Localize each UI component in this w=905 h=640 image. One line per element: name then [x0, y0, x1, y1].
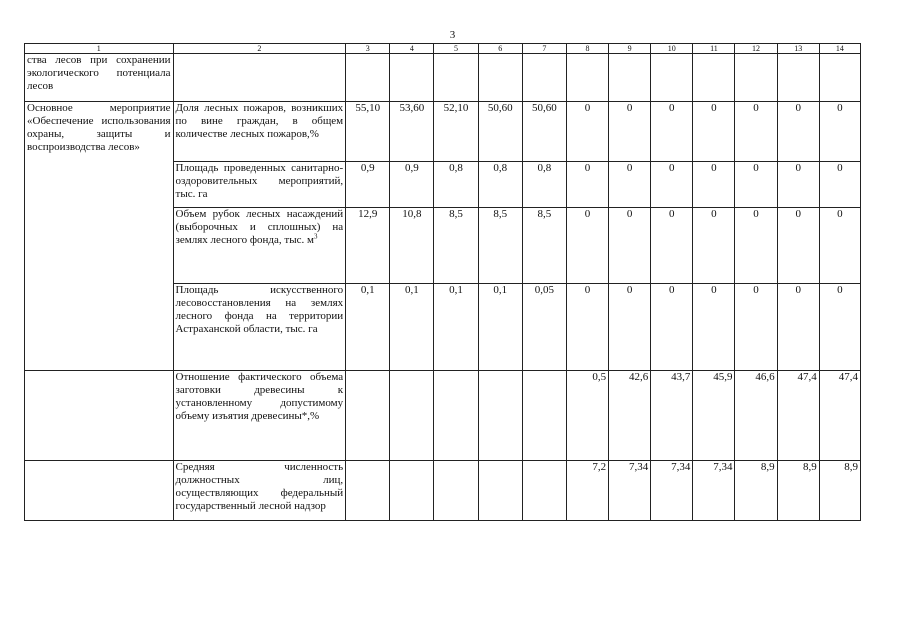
value-cell: 0: [777, 208, 819, 284]
goal-continuation-cell: ства лесов при сохранении экологического потенциала лесов: [25, 54, 174, 102]
table-cell: [434, 461, 478, 521]
value-cell: 0,5: [566, 371, 608, 461]
value-cell: 0,9: [390, 162, 434, 208]
table-cell: [819, 54, 860, 102]
value-cell: 0,05: [522, 284, 566, 371]
value-cell: 0: [651, 208, 693, 284]
table-cell: [25, 461, 174, 521]
table-cell: [478, 54, 522, 102]
value-cell: 0,1: [478, 284, 522, 371]
table-row: [25, 461, 861, 521]
value-cell: 0,1: [346, 284, 390, 371]
header-cell: 10: [651, 44, 693, 54]
unit-superscript: 3: [313, 232, 318, 241]
indicator-name: Площадь проведенных санитарно-оздоровительных мероприятий, тыс. га: [173, 162, 346, 208]
value-cell: 8,9: [735, 461, 777, 521]
header-cell: 4: [390, 44, 434, 54]
value-cell: 42,6: [609, 371, 651, 461]
value-cell: 7,34: [693, 461, 735, 521]
table-cell: [522, 371, 566, 461]
header-cell: 14: [819, 44, 860, 54]
value-cell: 0,9: [346, 162, 390, 208]
table-row: [25, 102, 861, 162]
value-cell: 47,4: [819, 371, 860, 461]
table-cell: [434, 371, 478, 461]
table-cell: [390, 54, 434, 102]
header-cell: 13: [777, 44, 819, 54]
indicators-table: [24, 43, 861, 521]
table-cell: [434, 54, 478, 102]
value-cell: 0: [819, 102, 860, 162]
value-cell: 8,9: [819, 461, 860, 521]
table-cell: [693, 54, 735, 102]
indicator-name: [173, 208, 346, 284]
table-cell: [735, 54, 777, 102]
value-cell: 53,60: [390, 102, 434, 162]
table-cell: [522, 461, 566, 521]
value-cell: 7,2: [566, 461, 608, 521]
value-cell: 0: [777, 284, 819, 371]
header-cell: 3: [346, 44, 390, 54]
value-cell: 0: [651, 284, 693, 371]
table-row: [25, 54, 861, 102]
header-cell: 9: [609, 44, 651, 54]
indicator-name: Средняя численность должностных лиц, осуществляющих федеральный государственный лесной надзор: [173, 461, 346, 521]
value-cell: 0: [819, 162, 860, 208]
value-cell: 47,4: [777, 371, 819, 461]
table-cell: [777, 54, 819, 102]
value-cell: 0: [777, 102, 819, 162]
value-cell: 7,34: [651, 461, 693, 521]
table-cell: [173, 54, 346, 102]
header-row: [25, 44, 861, 54]
table-cell: [609, 54, 651, 102]
value-cell: 0: [651, 102, 693, 162]
value-cell: 8,9: [777, 461, 819, 521]
header-cell: 8: [566, 44, 608, 54]
table-cell: [25, 371, 174, 461]
value-cell: 0: [735, 284, 777, 371]
value-cell: 0,8: [434, 162, 478, 208]
value-cell: 45,9: [693, 371, 735, 461]
value-cell: 0: [566, 284, 608, 371]
value-cell: 0,8: [522, 162, 566, 208]
table-cell: [522, 54, 566, 102]
value-cell: 0: [609, 102, 651, 162]
value-cell: 0: [651, 162, 693, 208]
table-cell: [478, 461, 522, 521]
value-cell: 0: [566, 208, 608, 284]
value-cell: 8,5: [434, 208, 478, 284]
indicator-name: Доля лесных пожаров, возникших по вине граждан, в общем количестве лесных пожаров,%: [173, 102, 346, 162]
value-cell: 0,1: [434, 284, 478, 371]
table-cell: [478, 371, 522, 461]
value-cell: 0: [819, 284, 860, 371]
header-cell: 2: [173, 44, 346, 54]
value-cell: 0: [566, 102, 608, 162]
value-cell: 50,60: [478, 102, 522, 162]
value-cell: 46,6: [735, 371, 777, 461]
table-cell: [390, 461, 434, 521]
value-cell: 0: [609, 284, 651, 371]
value-cell: 0: [735, 162, 777, 208]
value-cell: 0: [693, 102, 735, 162]
activity-cell: Основное мероприятие «Обеспечение использования охраны, защиты и воспроизводства лесов»: [25, 102, 174, 371]
table-cell: [346, 54, 390, 102]
table-cell: [566, 54, 608, 102]
header-cell: 12: [735, 44, 777, 54]
value-cell: 0: [735, 208, 777, 284]
indicator-name: Площадь искусственного лесовосстановления на землях лесного фонда на территории Астраханской области, тыс. га: [173, 284, 346, 371]
indicator-name-text: Объем рубок лесных насаждений (выборочных и сплошных) на землях лесного фонда, тыс. м: [175, 208, 344, 246]
value-cell: 0,1: [390, 284, 434, 371]
table-cell: [346, 461, 390, 521]
header-cell: 7: [522, 44, 566, 54]
value-cell: 12,9: [346, 208, 390, 284]
value-cell: 0: [735, 102, 777, 162]
value-cell: 0,8: [478, 162, 522, 208]
value-cell: 0: [693, 162, 735, 208]
value-cell: 0: [693, 284, 735, 371]
value-cell: 43,7: [651, 371, 693, 461]
header-cell: 6: [478, 44, 522, 54]
value-cell: 8,5: [478, 208, 522, 284]
header-cell: 5: [434, 44, 478, 54]
header-cell: 11: [693, 44, 735, 54]
value-cell: 0: [609, 162, 651, 208]
value-cell: 50,60: [522, 102, 566, 162]
value-cell: 55,10: [346, 102, 390, 162]
page-number: 3: [449, 29, 456, 41]
value-cell: 7,34: [609, 461, 651, 521]
value-cell: 0: [819, 208, 860, 284]
value-cell: 10,8: [390, 208, 434, 284]
value-cell: 0: [693, 208, 735, 284]
indicator-name: Отношение фактического объема заготовки древесины к установленному допустимому объему изъятия древесины*,%: [173, 371, 346, 461]
table-cell: [651, 54, 693, 102]
table-cell: [346, 371, 390, 461]
header-cell: 1: [25, 44, 174, 54]
value-cell: 0: [777, 162, 819, 208]
table-cell: [390, 371, 434, 461]
value-cell: 0: [566, 162, 608, 208]
value-cell: 8,5: [522, 208, 566, 284]
value-cell: 52,10: [434, 102, 478, 162]
table-row: [25, 371, 861, 461]
value-cell: 0: [609, 208, 651, 284]
